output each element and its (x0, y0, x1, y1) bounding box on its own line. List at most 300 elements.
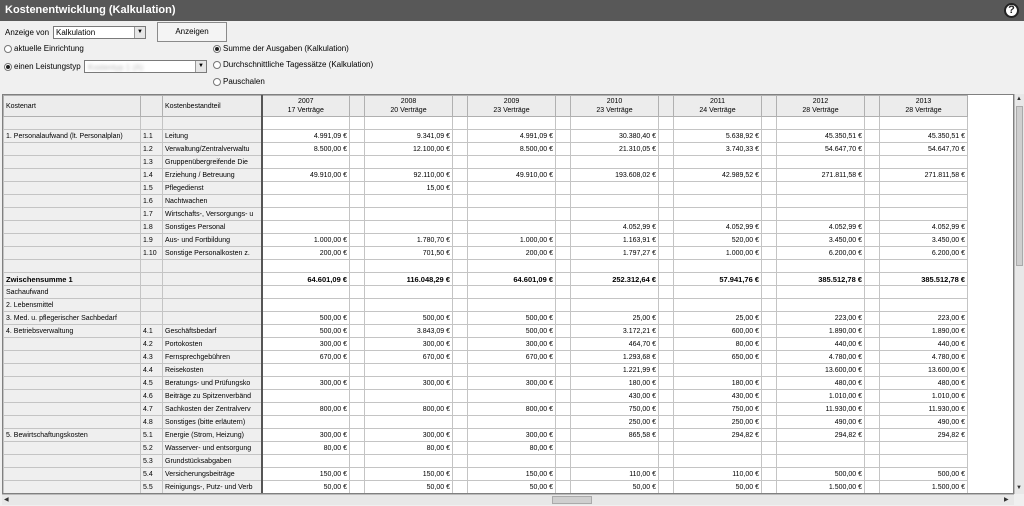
cell-nr[interactable]: 4.6 (141, 390, 163, 403)
cell-value[interactable]: 4.991,09 € (262, 130, 350, 143)
cell-nr[interactable] (141, 260, 163, 273)
cell-spacer[interactable] (659, 455, 674, 468)
cell-value[interactable]: 4.780,00 € (880, 351, 968, 364)
cell-value[interactable] (468, 390, 556, 403)
cell-spacer[interactable] (556, 468, 571, 481)
cell-value[interactable] (777, 156, 865, 169)
scroll-right-icon[interactable]: ▶ (1004, 497, 1009, 503)
cell-value[interactable]: 13.600,00 € (777, 364, 865, 377)
cell-value[interactable] (571, 260, 659, 273)
cell-value[interactable]: 110,00 € (674, 468, 762, 481)
cell-kostenart[interactable] (4, 455, 141, 468)
cell-value[interactable]: 271.811,58 € (880, 169, 968, 182)
cell-spacer[interactable] (762, 234, 777, 247)
cell-value[interactable] (262, 195, 350, 208)
cell-kostenart[interactable] (4, 156, 141, 169)
cell-nr[interactable]: 4.4 (141, 364, 163, 377)
cell-value[interactable] (674, 442, 762, 455)
leistungstyp-select[interactable] (84, 60, 207, 73)
cell-spacer[interactable] (350, 195, 365, 208)
cell-spacer[interactable] (659, 273, 674, 286)
cell-value[interactable] (365, 260, 453, 273)
cell-value[interactable]: 300,00 € (262, 338, 350, 351)
cell-value[interactable]: 490,00 € (777, 416, 865, 429)
cell-nr[interactable]: 4.3 (141, 351, 163, 364)
cell-spacer[interactable] (865, 455, 880, 468)
cell-nr[interactable]: 1.8 (141, 221, 163, 234)
cell-value[interactable] (777, 286, 865, 299)
cell-spacer[interactable] (659, 195, 674, 208)
cell-spacer[interactable] (865, 247, 880, 260)
cell-value[interactable]: 25,00 € (571, 312, 659, 325)
cell-value[interactable]: 500,00 € (262, 312, 350, 325)
cell-spacer[interactable] (556, 299, 571, 312)
cell-spacer[interactable] (659, 312, 674, 325)
cell-value[interactable]: 500,00 € (777, 468, 865, 481)
cell-value[interactable] (468, 364, 556, 377)
cell-kostenbestandteil[interactable]: Energie (Strom, Heizung) (163, 429, 262, 442)
cell-spacer[interactable] (453, 364, 468, 377)
table-row[interactable] (4, 325, 968, 338)
cell-kostenbestandteil[interactable]: Grundstücksabgaben (163, 455, 262, 468)
cell-spacer[interactable] (556, 286, 571, 299)
cell-value[interactable]: 12.100,00 € (365, 143, 453, 156)
cell-spacer[interactable] (556, 377, 571, 390)
cell-spacer[interactable] (659, 221, 674, 234)
cell-spacer[interactable] (865, 390, 880, 403)
cell-spacer[interactable] (453, 273, 468, 286)
cell-nr[interactable] (141, 286, 163, 299)
table-row[interactable] (4, 273, 968, 286)
cell-nr[interactable]: 4.1 (141, 325, 163, 338)
cell-spacer[interactable] (659, 299, 674, 312)
cell-spacer[interactable] (453, 390, 468, 403)
cell-value[interactable]: 15,00 € (365, 182, 453, 195)
header-kostenbestandteil[interactable]: Kostenbestandteil (163, 96, 262, 117)
cell-value[interactable]: 3.450,00 € (880, 234, 968, 247)
cell-value[interactable]: 8.500,00 € (262, 143, 350, 156)
cell-value[interactable]: 1.163,91 € (571, 234, 659, 247)
cell-value[interactable]: 49.910,00 € (468, 169, 556, 182)
cell-value[interactable]: 440,00 € (880, 338, 968, 351)
cell-value[interactable] (674, 364, 762, 377)
table-row[interactable] (4, 442, 968, 455)
cell-kostenbestandteil[interactable] (163, 312, 262, 325)
cell-spacer[interactable] (453, 169, 468, 182)
cell-kostenbestandteil[interactable]: Leitung (163, 130, 262, 143)
cell-value[interactable]: 1.797,27 € (571, 247, 659, 260)
cell-spacer[interactable] (556, 416, 571, 429)
cell-value[interactable]: 25,00 € (674, 312, 762, 325)
cell-spacer[interactable] (350, 143, 365, 156)
cell-value[interactable]: 42.989,52 € (674, 169, 762, 182)
cell-spacer[interactable] (556, 390, 571, 403)
cell-spacer[interactable] (556, 221, 571, 234)
cell-spacer[interactable] (350, 364, 365, 377)
cell-spacer[interactable] (350, 156, 365, 169)
cell-spacer[interactable] (762, 377, 777, 390)
cell-value[interactable]: 150,00 € (468, 468, 556, 481)
cell-kostenbestandteil[interactable]: Nachtwachen (163, 195, 262, 208)
cell-kostenart[interactable] (4, 364, 141, 377)
cell-nr[interactable]: 5.4 (141, 468, 163, 481)
cell-value[interactable]: 80,00 € (365, 442, 453, 455)
header-nr[interactable] (141, 96, 163, 117)
cell-spacer[interactable] (556, 143, 571, 156)
cell-value[interactable] (468, 299, 556, 312)
cell-value[interactable]: 50,00 € (365, 481, 453, 494)
cell-spacer[interactable] (453, 312, 468, 325)
cell-value[interactable] (777, 442, 865, 455)
cell-value[interactable]: 4.991,09 € (468, 130, 556, 143)
cell-spacer[interactable] (350, 117, 365, 130)
cell-value[interactable] (571, 286, 659, 299)
cell-kostenbestandteil[interactable] (163, 117, 262, 130)
cell-value[interactable]: 300,00 € (468, 429, 556, 442)
cell-spacer[interactable] (659, 377, 674, 390)
cell-spacer[interactable] (762, 195, 777, 208)
cell-spacer[interactable] (453, 182, 468, 195)
cell-value[interactable]: 193.608,02 € (571, 169, 659, 182)
cell-spacer[interactable] (453, 377, 468, 390)
table-row[interactable] (4, 143, 968, 156)
cell-spacer[interactable] (659, 182, 674, 195)
cell-value[interactable]: 223,00 € (880, 312, 968, 325)
cell-spacer[interactable] (350, 299, 365, 312)
cell-spacer[interactable] (659, 143, 674, 156)
cell-kostenart[interactable] (4, 481, 141, 494)
cell-value[interactable]: 300,00 € (262, 429, 350, 442)
cell-value[interactable] (468, 260, 556, 273)
cell-spacer[interactable] (865, 299, 880, 312)
cell-spacer[interactable] (556, 442, 571, 455)
cell-value[interactable] (571, 195, 659, 208)
cell-spacer[interactable] (865, 429, 880, 442)
cell-spacer[interactable] (350, 273, 365, 286)
cell-spacer[interactable] (556, 182, 571, 195)
cell-value[interactable]: 500,00 € (880, 468, 968, 481)
cell-value[interactable]: 30.380,40 € (571, 130, 659, 143)
cell-kostenbestandteil[interactable]: Fernsprechgebühren (163, 351, 262, 364)
cell-value[interactable] (365, 455, 453, 468)
cell-value[interactable] (571, 442, 659, 455)
cell-value[interactable]: 600,00 € (674, 325, 762, 338)
cell-spacer[interactable] (350, 455, 365, 468)
cell-spacer[interactable] (350, 247, 365, 260)
cell-value[interactable] (262, 156, 350, 169)
header-year-2[interactable] (468, 96, 556, 117)
cell-value[interactable]: 440,00 € (777, 338, 865, 351)
cell-spacer[interactable] (762, 169, 777, 182)
cell-spacer[interactable] (556, 403, 571, 416)
cell-value[interactable] (880, 182, 968, 195)
cell-spacer[interactable] (350, 442, 365, 455)
cell-nr[interactable]: 1.1 (141, 130, 163, 143)
cell-value[interactable] (777, 208, 865, 221)
cell-spacer[interactable] (556, 273, 571, 286)
table-row[interactable] (4, 286, 968, 299)
cell-value[interactable] (262, 260, 350, 273)
cell-spacer[interactable] (659, 169, 674, 182)
cell-spacer[interactable] (556, 481, 571, 494)
cell-spacer[interactable] (659, 260, 674, 273)
cell-value[interactable] (880, 195, 968, 208)
cell-value[interactable] (880, 286, 968, 299)
cell-spacer[interactable] (659, 416, 674, 429)
header-year-6[interactable] (880, 96, 968, 117)
cell-kostenbestandteil[interactable]: Sachkosten der Zentralverv (163, 403, 262, 416)
cell-value[interactable]: 57.941,76 € (674, 273, 762, 286)
cell-spacer[interactable] (762, 390, 777, 403)
cell-spacer[interactable] (453, 247, 468, 260)
table-row[interactable] (4, 364, 968, 377)
cell-spacer[interactable] (762, 403, 777, 416)
cell-kostenart[interactable]: Sachaufwand (4, 286, 141, 299)
cell-spacer[interactable] (556, 338, 571, 351)
cell-spacer[interactable] (350, 403, 365, 416)
cell-spacer[interactable] (762, 325, 777, 338)
cell-value[interactable]: 223,00 € (777, 312, 865, 325)
cell-spacer[interactable] (350, 481, 365, 494)
cell-kostenart[interactable] (4, 182, 141, 195)
cell-spacer[interactable] (762, 468, 777, 481)
cell-kostenart[interactable] (4, 403, 141, 416)
cell-nr[interactable]: 4.7 (141, 403, 163, 416)
cell-value[interactable] (777, 117, 865, 130)
cell-spacer[interactable] (556, 195, 571, 208)
cell-value[interactable]: 464,70 € (571, 338, 659, 351)
cell-kostenbestandteil[interactable] (163, 260, 262, 273)
cell-spacer[interactable] (865, 195, 880, 208)
cell-spacer[interactable] (453, 442, 468, 455)
cell-spacer[interactable] (762, 208, 777, 221)
cell-value[interactable]: 64.601,09 € (468, 273, 556, 286)
cell-value[interactable]: 80,00 € (674, 338, 762, 351)
header-year-4[interactable] (674, 96, 762, 117)
cell-value[interactable]: 250,00 € (674, 416, 762, 429)
cell-kostenart[interactable] (4, 377, 141, 390)
cell-value[interactable]: 490,00 € (880, 416, 968, 429)
cell-value[interactable]: 80,00 € (468, 442, 556, 455)
cell-spacer[interactable] (865, 286, 880, 299)
cell-spacer[interactable] (350, 130, 365, 143)
cost-grid[interactable] (2, 94, 1014, 494)
cell-value[interactable] (262, 390, 350, 403)
cell-value[interactable]: 4.052,99 € (880, 221, 968, 234)
cell-spacer[interactable] (865, 221, 880, 234)
cell-value[interactable]: 50,00 € (571, 481, 659, 494)
cell-value[interactable] (571, 182, 659, 195)
cell-value[interactable]: 4.780,00 € (777, 351, 865, 364)
cell-kostenbestandteil[interactable]: Reisekosten (163, 364, 262, 377)
cell-value[interactable]: 385.512,78 € (880, 273, 968, 286)
cell-value[interactable] (365, 390, 453, 403)
cell-value[interactable]: 50,00 € (468, 481, 556, 494)
table-row[interactable] (4, 156, 968, 169)
cell-spacer[interactable] (556, 455, 571, 468)
cell-spacer[interactable] (865, 156, 880, 169)
cell-spacer[interactable] (350, 286, 365, 299)
cell-spacer[interactable] (659, 117, 674, 130)
cell-spacer[interactable] (350, 312, 365, 325)
cell-value[interactable]: 92.110,00 € (365, 169, 453, 182)
cell-spacer[interactable] (659, 390, 674, 403)
cell-kostenbestandteil[interactable]: Portokosten (163, 338, 262, 351)
cell-spacer[interactable] (350, 429, 365, 442)
cell-spacer[interactable] (350, 169, 365, 182)
cell-spacer[interactable] (556, 117, 571, 130)
scroll-left-icon[interactable]: ◀ (4, 497, 9, 503)
cell-kostenbestandteil[interactable]: Pflegedienst (163, 182, 262, 195)
cell-kostenart[interactable] (4, 390, 141, 403)
table-row[interactable] (4, 312, 968, 325)
cell-kostenart[interactable]: 4. Betriebsverwaltung (4, 325, 141, 338)
cell-kostenart[interactable] (4, 117, 141, 130)
cell-kostenart[interactable]: 1. Personalaufwand (lt. Personalplan) (4, 130, 141, 143)
cell-kostenbestandteil[interactable]: Sonstiges Personal (163, 221, 262, 234)
table-row[interactable] (4, 247, 968, 260)
help-icon[interactable]: ? (1004, 3, 1019, 18)
cell-value[interactable] (674, 195, 762, 208)
table-row[interactable] (4, 416, 968, 429)
cell-spacer[interactable] (762, 455, 777, 468)
cell-value[interactable]: 670,00 € (468, 351, 556, 364)
cell-value[interactable]: 3.172,21 € (571, 325, 659, 338)
cell-spacer[interactable] (453, 260, 468, 273)
cell-spacer[interactable] (762, 286, 777, 299)
cell-value[interactable]: 110,00 € (571, 468, 659, 481)
cell-spacer[interactable] (556, 325, 571, 338)
cell-spacer[interactable] (762, 429, 777, 442)
cell-spacer[interactable] (350, 390, 365, 403)
cell-value[interactable]: 4.052,99 € (674, 221, 762, 234)
cell-value[interactable]: 385.512,78 € (777, 273, 865, 286)
cell-kostenart[interactable]: 3. Med. u. pflegerischer Sachbedarf (4, 312, 141, 325)
cell-value[interactable] (365, 221, 453, 234)
cell-value[interactable]: 800,00 € (365, 403, 453, 416)
cell-spacer[interactable] (762, 221, 777, 234)
cell-value[interactable]: 500,00 € (468, 325, 556, 338)
cell-value[interactable]: 116.048,29 € (365, 273, 453, 286)
cell-spacer[interactable] (865, 377, 880, 390)
cell-kostenbestandteil[interactable]: Reinigungs-, Putz- und Verb (163, 481, 262, 494)
cell-spacer[interactable] (659, 403, 674, 416)
anzeige-select[interactable] (53, 26, 146, 39)
cell-spacer[interactable] (762, 481, 777, 494)
cell-value[interactable]: 800,00 € (262, 403, 350, 416)
cell-value[interactable] (880, 208, 968, 221)
cell-value[interactable]: 4.052,99 € (571, 221, 659, 234)
cell-nr[interactable]: 1.3 (141, 156, 163, 169)
cell-value[interactable]: 1.293,68 € (571, 351, 659, 364)
cell-value[interactable]: 520,00 € (674, 234, 762, 247)
cell-spacer[interactable] (453, 208, 468, 221)
cell-value[interactable]: 500,00 € (262, 325, 350, 338)
cell-spacer[interactable] (453, 416, 468, 429)
cell-spacer[interactable] (350, 325, 365, 338)
cell-kostenart[interactable] (4, 247, 141, 260)
cell-value[interactable] (365, 299, 453, 312)
cell-kostenbestandteil[interactable]: Versicherungsbeiträge (163, 468, 262, 481)
cell-spacer[interactable] (865, 481, 880, 494)
cell-nr[interactable]: 5.3 (141, 455, 163, 468)
cell-value[interactable]: 271.811,58 € (777, 169, 865, 182)
table-row[interactable] (4, 481, 968, 494)
cell-value[interactable]: 6.200,00 € (880, 247, 968, 260)
cell-spacer[interactable] (350, 221, 365, 234)
cell-value[interactable] (674, 286, 762, 299)
cell-spacer[interactable] (453, 299, 468, 312)
cell-kostenbestandteil[interactable]: Wirtschafts-, Versorgungs- u (163, 208, 262, 221)
table-row[interactable] (4, 208, 968, 221)
cell-kostenart[interactable] (4, 169, 141, 182)
cell-value[interactable] (571, 455, 659, 468)
cell-value[interactable]: 1.000,00 € (262, 234, 350, 247)
cell-value[interactable] (365, 208, 453, 221)
cell-kostenart[interactable] (4, 208, 141, 221)
cell-value[interactable]: 500,00 € (468, 312, 556, 325)
horizontal-scrollbar[interactable] (2, 494, 1014, 505)
cell-nr[interactable]: 1.9 (141, 234, 163, 247)
cell-spacer[interactable] (762, 351, 777, 364)
radio-summe-ausgaben[interactable] (213, 45, 221, 53)
cell-value[interactable] (468, 117, 556, 130)
cell-spacer[interactable] (453, 338, 468, 351)
cell-spacer[interactable] (453, 195, 468, 208)
cell-value[interactable]: 8.500,00 € (468, 143, 556, 156)
cell-spacer[interactable] (865, 468, 880, 481)
cell-spacer[interactable] (659, 156, 674, 169)
cell-value[interactable] (571, 156, 659, 169)
cell-spacer[interactable] (659, 468, 674, 481)
cell-spacer[interactable] (762, 338, 777, 351)
cell-spacer[interactable] (659, 234, 674, 247)
cell-spacer[interactable] (762, 117, 777, 130)
cell-value[interactable]: 54.647,70 € (777, 143, 865, 156)
cell-kostenbestandteil[interactable]: Verwaltung/Zentralverwaltu (163, 143, 262, 156)
cell-kostenbestandteil[interactable] (163, 273, 262, 286)
cell-spacer[interactable] (659, 351, 674, 364)
cell-value[interactable] (468, 416, 556, 429)
cell-spacer[interactable] (762, 312, 777, 325)
cell-value[interactable]: 670,00 € (262, 351, 350, 364)
cell-spacer[interactable] (762, 130, 777, 143)
cell-value[interactable]: 5.638,92 € (674, 130, 762, 143)
cell-spacer[interactable] (865, 273, 880, 286)
cell-spacer[interactable] (556, 364, 571, 377)
cell-value[interactable]: 1.500,00 € (777, 481, 865, 494)
table-row[interactable] (4, 182, 968, 195)
cell-kostenbestandteil[interactable] (163, 286, 262, 299)
cell-value[interactable] (674, 208, 762, 221)
cell-value[interactable]: 1.221,99 € (571, 364, 659, 377)
cell-spacer[interactable] (453, 234, 468, 247)
cell-value[interactable] (674, 117, 762, 130)
cell-kostenart[interactable]: 5. Bewirtschaftungskosten (4, 429, 141, 442)
cell-kostenbestandteil[interactable]: Gruppenübergreifende Die (163, 156, 262, 169)
cell-nr[interactable]: 1.5 (141, 182, 163, 195)
cell-nr[interactable]: 1.6 (141, 195, 163, 208)
cell-spacer[interactable] (762, 273, 777, 286)
cell-spacer[interactable] (453, 403, 468, 416)
cell-kostenbestandteil[interactable]: Wasserver- und entsorgung (163, 442, 262, 455)
cell-value[interactable] (880, 156, 968, 169)
cell-spacer[interactable] (453, 143, 468, 156)
cell-nr[interactable]: 4.8 (141, 416, 163, 429)
cell-value[interactable] (365, 286, 453, 299)
cell-value[interactable] (365, 195, 453, 208)
cell-value[interactable] (674, 182, 762, 195)
